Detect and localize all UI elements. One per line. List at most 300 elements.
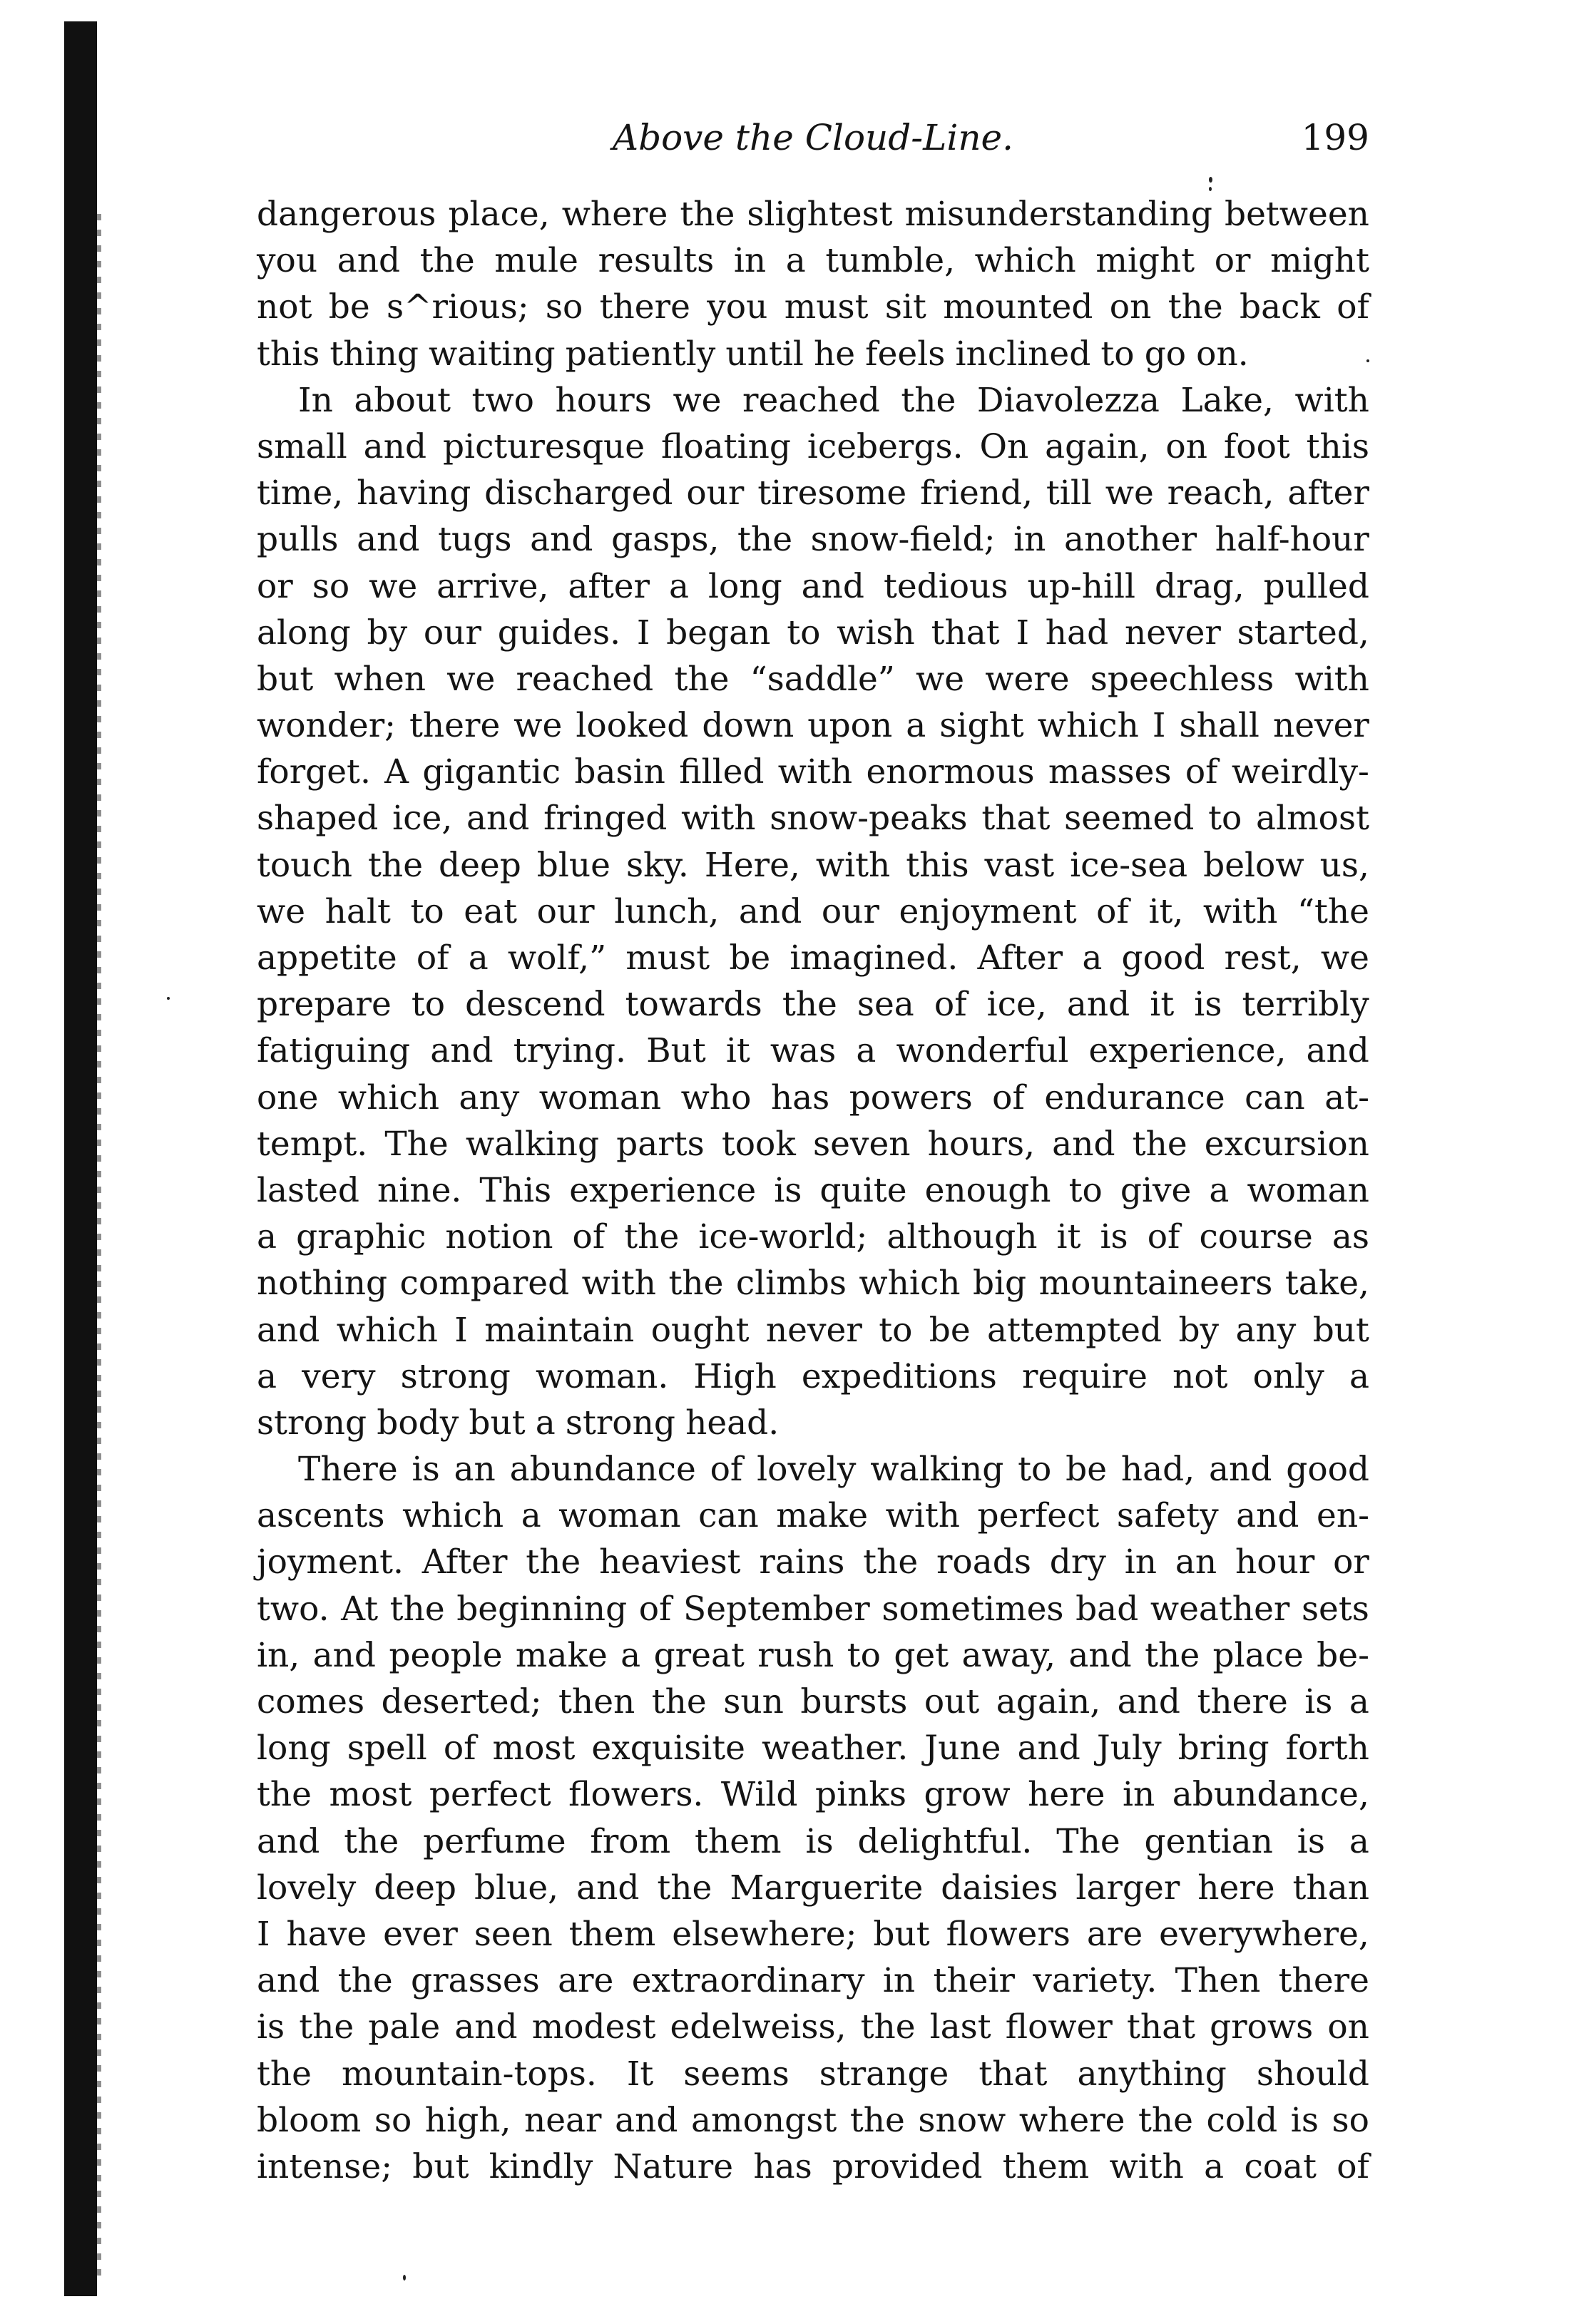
word: our <box>536 891 595 931</box>
text-line <box>257 1725 1369 1771</box>
word: you <box>257 241 318 281</box>
word: in <box>882 1961 916 2001</box>
word: then <box>558 1682 635 1721</box>
word: experience <box>569 1170 757 1210</box>
word: snow-peaks <box>770 799 968 839</box>
word: abundance, <box>1172 1775 1369 1815</box>
word: September <box>683 1589 870 1629</box>
word: and <box>257 1961 320 2001</box>
word: between <box>1225 195 1369 234</box>
word: of <box>992 1077 1025 1117</box>
word: with <box>815 845 891 885</box>
word: we <box>446 659 496 699</box>
word: with <box>681 799 756 839</box>
print-speck <box>167 997 170 1000</box>
word: I <box>454 1310 468 1350</box>
word: and <box>738 891 802 931</box>
binding-gutter-shadow <box>64 21 97 2296</box>
word: excursion <box>1204 1124 1369 1164</box>
word: we <box>1105 473 1154 513</box>
word: ice, <box>986 985 1047 1025</box>
word: sit <box>884 287 926 327</box>
word: we <box>257 891 306 931</box>
word: ice-world; <box>698 1217 868 1257</box>
word: until <box>725 334 804 374</box>
word: a <box>906 706 926 746</box>
word: to <box>411 985 446 1025</box>
word: this <box>906 845 969 885</box>
word: a <box>1349 1356 1369 1396</box>
word: vast <box>984 845 1055 885</box>
word: we <box>1320 938 1369 978</box>
word: almost <box>1256 799 1369 839</box>
word: so <box>1332 2100 1369 2140</box>
word: fatiguing <box>257 1031 411 1071</box>
word: two. <box>257 1589 329 1629</box>
word: enjoyment <box>899 891 1077 931</box>
word: discharged <box>484 473 673 513</box>
word: After <box>977 938 1063 978</box>
word: along <box>257 613 351 652</box>
word: trying. <box>513 1031 626 1071</box>
word: and <box>430 1031 494 1071</box>
word: have <box>286 1914 367 1954</box>
word: away, <box>961 1635 1056 1675</box>
word: a <box>668 566 689 606</box>
word: which <box>859 1264 961 1304</box>
word: were <box>985 659 1070 699</box>
word: Wild <box>720 1775 798 1815</box>
text-line <box>257 889 1369 935</box>
word: is <box>1297 1821 1325 1861</box>
word: of <box>443 1729 476 1768</box>
word: the <box>657 1868 712 1908</box>
print-speck <box>1209 187 1212 191</box>
word: us, <box>1319 845 1369 885</box>
word: is <box>412 1450 440 1490</box>
word: the <box>674 659 730 699</box>
word: started, <box>1237 613 1369 652</box>
word: a <box>521 1496 541 1536</box>
word: exquisite <box>591 1729 745 1768</box>
word: in, <box>257 1635 300 1675</box>
word: the <box>860 2007 916 2047</box>
word: sight <box>939 706 1024 746</box>
word: intense; <box>257 2146 393 2186</box>
word: tempt. <box>257 1124 368 1164</box>
word: has <box>770 1077 830 1117</box>
text-line <box>257 191 1369 237</box>
word: ascents <box>257 1496 385 1536</box>
word: walking <box>465 1124 600 1164</box>
word: mounted <box>943 287 1093 327</box>
word: and <box>1068 1635 1132 1675</box>
word: edelweiss, <box>670 2007 847 2047</box>
text-line <box>257 1865 1369 1911</box>
word: larger <box>1075 1868 1180 1908</box>
word: by <box>1178 1310 1220 1350</box>
word: feels <box>865 334 946 374</box>
word: there <box>599 287 690 327</box>
word: be <box>729 938 771 978</box>
word: and <box>1066 985 1130 1025</box>
word: and <box>1117 1682 1181 1721</box>
text-line <box>257 1771 1369 1818</box>
word: blue, <box>474 1868 559 1908</box>
word: weirdly- <box>1231 752 1369 792</box>
word: of <box>1185 752 1218 792</box>
word: everywhere, <box>1159 1914 1369 1954</box>
word: small <box>257 426 347 466</box>
word: but <box>257 659 314 699</box>
word: as <box>1332 1217 1369 1257</box>
word: rest, <box>1224 938 1302 978</box>
word: and <box>312 1635 377 1675</box>
text-line <box>257 1818 1369 1865</box>
word: walking <box>870 1450 1004 1490</box>
print-speck <box>1366 359 1369 362</box>
text-line <box>257 1167 1369 1214</box>
text-line <box>257 1075 1369 1121</box>
word: forget. <box>257 752 371 792</box>
word: to <box>1068 1170 1103 1210</box>
word: and <box>257 1821 320 1861</box>
word: not <box>1172 1356 1228 1396</box>
word: patiently <box>565 334 716 374</box>
word: tugs <box>438 520 512 560</box>
word: the <box>782 985 837 1025</box>
word: gentian <box>1144 1821 1273 1861</box>
word: which <box>402 1496 504 1536</box>
text-line <box>257 749 1369 795</box>
text-line <box>257 1028 1369 1074</box>
word: half-hour <box>1215 520 1369 560</box>
text-line <box>257 516 1369 563</box>
word: The <box>1056 1821 1120 1861</box>
word: I <box>1152 706 1166 746</box>
word: the <box>1138 2100 1193 2140</box>
word: upon <box>807 706 893 746</box>
word: great <box>653 1635 745 1675</box>
word: enough <box>924 1170 1051 1210</box>
word: the <box>257 2054 312 2094</box>
word: forth <box>1285 1729 1369 1768</box>
word: rush <box>757 1635 834 1675</box>
running-head-title: Above the Cloud-Line. <box>612 117 1014 158</box>
word: drag, <box>1155 566 1245 606</box>
word: to <box>1100 334 1135 374</box>
word: and <box>363 426 427 466</box>
word: wonder; <box>257 706 396 746</box>
word: people <box>389 1635 503 1675</box>
word: strong <box>257 1403 367 1443</box>
word: parts <box>616 1124 705 1164</box>
word: the <box>624 1217 680 1257</box>
word: place <box>1212 1635 1304 1675</box>
word: only <box>1252 1356 1324 1396</box>
text-line <box>257 1400 1369 1446</box>
word: with <box>581 1264 657 1304</box>
word: body <box>377 1403 459 1443</box>
word: a <box>856 1031 877 1071</box>
word: of <box>1337 287 1369 327</box>
word: seven <box>812 1124 911 1164</box>
word: nine. <box>377 1170 462 1210</box>
word: bloom <box>257 2100 362 2140</box>
word: picturesque <box>442 426 645 466</box>
word: is <box>1100 1217 1128 1257</box>
word: give <box>1120 1170 1192 1210</box>
word: lasted <box>257 1170 359 1210</box>
word: wonderful <box>896 1031 1069 1071</box>
word: seen <box>474 1914 553 1954</box>
word: it <box>1056 1217 1081 1257</box>
text-line <box>257 331 1369 377</box>
word: of <box>416 938 449 978</box>
word: speechless <box>1090 659 1274 699</box>
word: masses <box>1048 752 1172 792</box>
word: The <box>384 1124 449 1164</box>
word: nothing <box>257 1264 388 1304</box>
word: quite <box>819 1170 907 1210</box>
word: in <box>733 241 767 281</box>
word: big <box>972 1264 1027 1304</box>
word: up-hill <box>1027 566 1136 606</box>
word: maintain <box>484 1310 635 1350</box>
word: with <box>1202 891 1278 931</box>
word: pale <box>368 2007 441 2047</box>
text-line <box>257 795 1369 841</box>
word: our <box>686 473 745 513</box>
word: pinks <box>815 1775 907 1815</box>
word: icebergs. <box>807 426 964 466</box>
text-line <box>257 1539 1369 1585</box>
word: mule <box>494 241 578 281</box>
word: their <box>933 1961 1015 2001</box>
word: time, <box>257 473 344 513</box>
word: a <box>620 1635 641 1675</box>
text-line <box>257 1214 1369 1260</box>
word: and <box>1236 1496 1299 1536</box>
word: and <box>454 2007 518 2047</box>
word: again, <box>996 1682 1101 1721</box>
text-line <box>257 656 1369 702</box>
word: A <box>384 752 409 792</box>
word: make <box>776 1496 869 1536</box>
word: sun <box>723 1682 784 1721</box>
word: and <box>576 1868 640 1908</box>
word: than <box>1292 1868 1369 1908</box>
word: strong <box>565 1403 675 1443</box>
word: grasses <box>411 1961 540 2001</box>
word: a <box>785 241 806 281</box>
word: On <box>979 426 1029 466</box>
word: who <box>680 1077 752 1117</box>
word: was <box>770 1031 837 1071</box>
running-head <box>257 113 1369 163</box>
word: any <box>459 1077 520 1117</box>
word: halt <box>325 891 391 931</box>
word: high, <box>424 2100 511 2140</box>
word: and <box>615 2100 678 2140</box>
word: go <box>1144 334 1187 374</box>
word: deep <box>439 845 521 885</box>
word: ice-sea <box>1070 845 1188 885</box>
text-line <box>257 470 1369 516</box>
word: lunch, <box>614 891 720 931</box>
word: imagined. <box>790 938 959 978</box>
word: we <box>369 566 418 606</box>
word: on <box>1165 426 1207 466</box>
word: the <box>368 845 424 885</box>
word: the <box>680 195 735 234</box>
word: with <box>1294 380 1369 420</box>
word: down <box>702 706 794 746</box>
word: pulled <box>1263 566 1369 606</box>
word: a <box>1209 1170 1230 1210</box>
word: near <box>523 2100 602 2140</box>
text-line <box>257 563 1369 610</box>
word: at- <box>1324 1077 1369 1117</box>
word: out <box>924 1682 980 1721</box>
word: them <box>695 1821 782 1861</box>
word: descend <box>465 985 605 1025</box>
word: spell <box>347 1729 427 1768</box>
word: had <box>1045 613 1109 652</box>
word: perfect <box>977 1496 1100 1536</box>
word: and <box>530 520 593 560</box>
word: sometimes <box>882 1589 1064 1629</box>
word: powers <box>849 1077 973 1117</box>
word: a <box>468 938 489 978</box>
word: delightful. <box>857 1821 1033 1861</box>
word: fringed <box>543 799 668 839</box>
word: eat <box>464 891 517 931</box>
word: I <box>636 613 650 652</box>
word: a <box>257 1217 277 1257</box>
word: it <box>725 1031 750 1071</box>
word: another <box>1064 520 1197 560</box>
word: expeditions <box>801 1356 997 1396</box>
word: dry <box>1049 1542 1106 1582</box>
word: or <box>1333 1542 1369 1582</box>
word: with <box>1294 659 1369 699</box>
word: “saddle” <box>750 659 895 699</box>
word: grow <box>924 1775 1011 1815</box>
word: on <box>1327 2007 1369 2047</box>
word: “the <box>1297 891 1369 931</box>
word: reached <box>742 380 880 420</box>
word: the <box>344 1821 399 1861</box>
word: are <box>1086 1914 1143 1954</box>
word: get <box>894 1635 949 1675</box>
word: an <box>454 1450 496 1490</box>
word: misunderstanding <box>904 195 1212 234</box>
paragraph <box>257 1446 1369 2190</box>
word: not <box>257 287 312 327</box>
word: flower <box>1005 2007 1113 2047</box>
word: snow-field; <box>810 520 996 560</box>
page-body-text <box>257 191 1369 2190</box>
word: I <box>257 1914 270 1954</box>
page-number: 199 <box>1301 117 1369 158</box>
word: dangerous <box>257 195 436 234</box>
word: had, <box>1120 1450 1195 1490</box>
word: of <box>934 985 967 1025</box>
word: is <box>257 2007 285 2047</box>
word: it, <box>1148 891 1184 931</box>
word: There <box>298 1450 398 1490</box>
word: roads <box>936 1542 1031 1582</box>
word: and <box>1306 1031 1369 1071</box>
text-line <box>257 424 1369 470</box>
word: has <box>753 2146 812 2186</box>
word: weather <box>1150 1589 1290 1629</box>
word: that <box>978 2054 1048 2094</box>
word: here <box>1197 1868 1275 1908</box>
word: very <box>302 1356 376 1396</box>
word: be <box>328 287 370 327</box>
word: last <box>929 2007 991 2047</box>
word: woman. <box>535 1356 669 1396</box>
word: June <box>924 1729 1001 1768</box>
word: lovely <box>757 1450 857 1490</box>
word: with <box>1109 2146 1184 2186</box>
word: enormous <box>866 752 1035 792</box>
word: sea <box>857 985 914 1025</box>
word: tumble, <box>825 241 956 281</box>
word: variety. <box>1033 1961 1158 2001</box>
print-speck <box>403 2275 406 2281</box>
text-line <box>257 2144 1369 2190</box>
word: wolf,” <box>507 938 607 978</box>
word: guides. <box>497 613 621 652</box>
word: must <box>625 938 710 978</box>
word: experience, <box>1088 1031 1287 1071</box>
word: although <box>886 1217 1038 1257</box>
word: there <box>409 706 501 746</box>
word: towards <box>625 985 762 1025</box>
word: any <box>1235 1310 1297 1350</box>
word: and <box>466 799 530 839</box>
word: we <box>513 706 563 746</box>
word: blue <box>536 845 610 885</box>
word: mountaineers <box>1038 1264 1273 1304</box>
word: but <box>469 1403 526 1443</box>
word: or <box>257 566 293 606</box>
word: hours, <box>927 1124 1036 1164</box>
word: reach, <box>1167 473 1274 513</box>
word: a <box>535 1403 556 1443</box>
word: and <box>1209 1450 1272 1490</box>
text-line <box>257 981 1369 1028</box>
word: here <box>1028 1775 1105 1815</box>
word: a <box>1349 1682 1369 1721</box>
text-line <box>257 377 1369 424</box>
word: and <box>257 1310 320 1350</box>
word: of <box>572 1217 605 1257</box>
word: waiting <box>429 334 556 374</box>
word: gasps, <box>611 520 720 560</box>
word: flowers. <box>568 1775 704 1815</box>
word: and <box>1052 1124 1115 1164</box>
word: deep <box>374 1868 457 1908</box>
word: when <box>334 659 426 699</box>
word: to <box>1018 1450 1052 1490</box>
word: it <box>1150 985 1175 1025</box>
text-line <box>257 1121 1369 1167</box>
word: in <box>1124 1542 1158 1582</box>
